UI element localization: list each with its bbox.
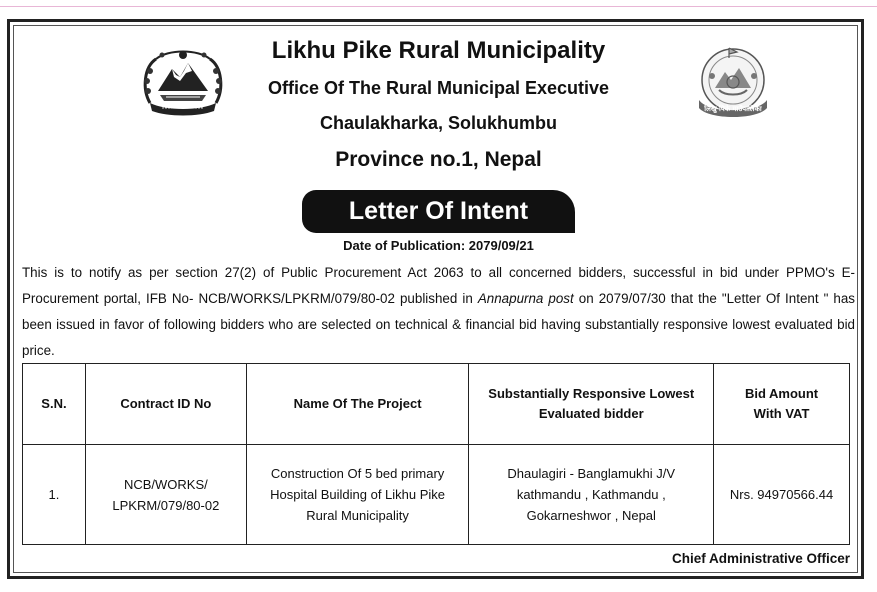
- office-location: Chaulakharka, Solukhumbu: [319, 113, 558, 133]
- province-line: Province no.1, Nepal: [335, 148, 542, 171]
- cell-sn: 1.: [23, 445, 86, 545]
- signatory-title: Chief Administrative Officer: [671, 551, 850, 566]
- top-divider: [0, 6, 877, 7]
- header-bidder: Substantially Responsive Lowest Evaluated bidder: [469, 364, 714, 445]
- header-contract-id: Contract ID No: [85, 364, 246, 445]
- bids-table: [22, 363, 850, 545]
- notice-text-part1: This is to notify as per section 27(2) of Public Procurement Act 2063 to all concerned bidders, successful in bid under PPMO's E- Procurement portal, IFB No- NCB/WORKS/LPKRM/079/80-02 published in: [22, 265, 855, 306]
- table-row: [23, 445, 850, 545]
- table-header-row: [23, 364, 850, 445]
- cell-contract-id: NCB/WORKS/ LPKRM/079/80-02: [85, 445, 246, 545]
- cell-project-name: Construction Of 5 bed primary Hospital Building of Likhu Pike Rural Municipality: [246, 445, 469, 545]
- cell-bid-amount: Nrs. 94970566.44: [714, 445, 850, 545]
- office-name: Office Of The Rural Municipal Executive: [267, 78, 610, 98]
- document-title-banner: Letter Of Intent: [302, 190, 575, 233]
- cell-bidder: Dhaulagiri - Banglamukhi J/V kathmandu , Kathmandu , Gokarneshwor , Nepal: [469, 445, 714, 545]
- header-bid-amount: Bid Amount With VAT: [714, 364, 850, 445]
- seal-caption: लिखु पिके गाउँपालिका: [704, 105, 762, 113]
- header-project-name: Name Of The Project: [246, 364, 469, 445]
- publication-date: Date of Publication: 2079/09/21: [343, 238, 534, 253]
- header-sn: S.N.: [23, 364, 86, 445]
- notice-text-part2: on 2079/07/30 that the "Letter Of Intent " has been issued in favor of following bidders who are selected on technical & financial bid having substantially responsive lowest evaluated bid price.: [22, 291, 856, 358]
- notice-paragraph: [22, 260, 855, 364]
- newspaper-name: Annapurna post: [477, 291, 574, 306]
- municipality-name: Likhu Pike Rural Municipality: [271, 37, 606, 64]
